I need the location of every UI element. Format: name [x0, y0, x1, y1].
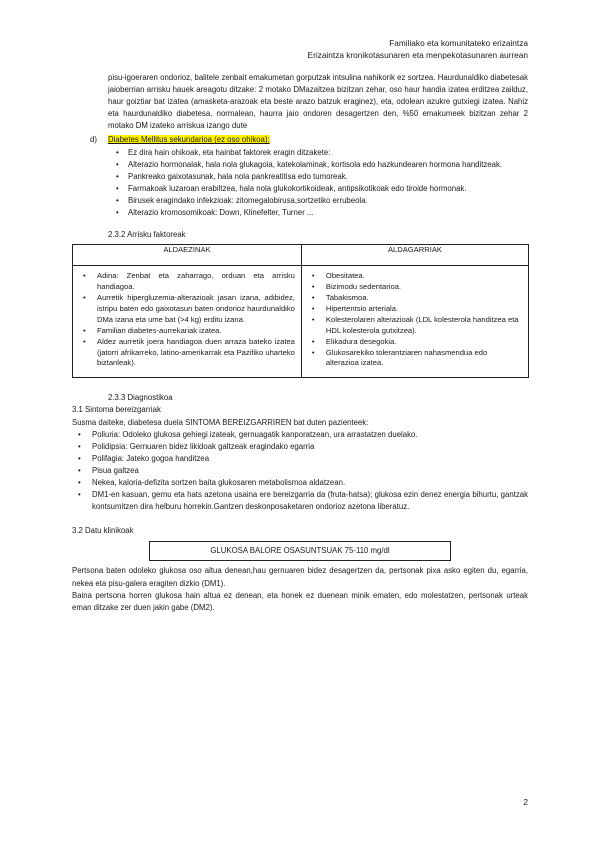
- list-item: • Poliuria: Odoleko glukosa gehiegi izateak, gernuagatik kanporatzean, ura arrastatzen duelako.: [92, 429, 528, 441]
- list-item: • Polifagia: Jateko gogoa handitzea: [92, 453, 528, 465]
- table-cell-aldaezinak: [73, 266, 302, 378]
- list-item: • Farmakoak luzaroan erabiltzea, hala nola glukokortikoideak, antipsikotikoak edo tiroide hormonak.: [128, 183, 528, 195]
- table-header-aldagarriak: ALDAGARRIAK: [301, 245, 528, 266]
- subsection-d-heading: [72, 134, 528, 146]
- subsection-31-title: 3.1 Sintoma bereizgarriak: [72, 405, 161, 415]
- aldagarriak-list: [308, 271, 522, 369]
- list-item: • Adina: Zenbat eta zaharrago, orduan eta arrisku handiagoa.: [97, 271, 295, 293]
- list-item: • Bizimodu sedentarioa.: [326, 282, 522, 293]
- list-item: • Glukosarekiko tolerantziaren nahasmendua edo alterazioa izatea.: [326, 348, 522, 370]
- list-item: • DM1-en kasuan, gernu eta hats azetona usaina ere bereizgarria da (fruta-hatsa); glukosa ezin denez energia bihurtu, gantzak kontsumitzen dira helburu horrekin.Gantzen deskonposaketaren ondorioz azetona liberatuz.: [92, 489, 528, 513]
- section-232-title: 2.3.2 Arrisku faktoreak: [108, 230, 186, 240]
- secondary-dm-list: [72, 147, 528, 220]
- list-item: • Polidipsia: Gernuaren bidez likidoak galtzeak eragindako egarria: [92, 441, 528, 453]
- section-233-title: 2.3.3 Diagnostikoa: [108, 393, 173, 403]
- clinical-paragraph-2: Baina pertsona horren glukosa hain altua ez denean, eta honek ez duenean minik ematen, edo molestatzen, pertsonak urteak eman ditzake zer duen jakin gabe (DM2).: [72, 590, 528, 612]
- list-item: • Ez dira hain ohikoak, eta hainbat faktorek eragin ditzakete:: [128, 147, 528, 159]
- glucose-values-box: GLUKOSA BALORE OSASUNTSUAK 75-110 mg/dl: [149, 541, 451, 561]
- risk-factors-table: [72, 244, 529, 378]
- subsection-d-title: Diabetes Mellitus sekundarioa (ez oso ohikoa):: [108, 135, 270, 145]
- list-item: • Aurretik hipergluzemia-alterazioak jasan izana, adibidez, istripu baten edo gaixotasun baten ondorioz haurdunaldiko DMa izana eta ume bat (>4 kg) erditu izana.: [97, 293, 295, 326]
- table-cell-aldagarriak: [301, 266, 528, 378]
- symptoms-list: [72, 429, 528, 514]
- list-item: • Tabakismoa.: [326, 293, 522, 304]
- table-header-aldaezinak: ALDAEZINAK: [73, 245, 302, 266]
- list-item: • Birusek eragindako infekzioak: zitomegalobirusa,sortzetiko errubeola.: [128, 195, 528, 207]
- list-item: • Pankreako gaixotasunak, hala nola pankreatitisa edo tumoreak.: [128, 171, 528, 183]
- subsection-32-title: 3.2 Datu klinikoak: [72, 526, 134, 536]
- list-item: • Elikadura desegokia.: [326, 337, 522, 348]
- aldaezinak-list: [79, 271, 295, 369]
- list-item: • Alterazio hormonalak, hala nola glukagoia, katekolaminak, kortisola edo hazkundearen hormona handitzeak.: [128, 159, 528, 171]
- page-body: [72, 72, 528, 614]
- list-item: • Nekea, kaloria-defizita sortzen baita glukosaren metabolismoa aldatzean.: [92, 477, 528, 489]
- header-line-2: Erizaintza kronikotasunaren eta menpekotasunaren aurrean: [307, 49, 528, 60]
- header-line-1: Familiako eta komunitateko erizaintza: [389, 38, 528, 48]
- list-item: • Alterazio kromosomikoak: Down, Klinefelter, Turner ...: [128, 207, 528, 219]
- subsection-d-label: d): [90, 135, 97, 145]
- clinical-paragraph-1: Pertsona baten odoleko glukosa oso altua denean,hau gernuaren bidez desagertzen da, pertsonak pixa asko egiten du, egarria, nekea eta pisu-galera eragiten dizkio (DM1).: [72, 566, 528, 588]
- list-item: • Kolesterolaren alterazioak (LDL kolesterola handitzea eta HDL kolesterola gutxitzea).: [326, 315, 522, 337]
- list-item: • Obesitatea.: [326, 271, 522, 282]
- page-header: [308, 38, 528, 61]
- list-item: • Pisua galtzea: [92, 465, 528, 477]
- list-item: • Hipertentsio arteriala.: [326, 304, 522, 315]
- list-item: • Familian diabetes-aurrekariak izatea.: [97, 326, 295, 337]
- intro-paragraph: pisu-igoeraren ondorioz, balitele zenbait emakumetan gorputzak intsulina nahikorik ez sortzea. Haurdunaldiko diabetesak jaioberrian arrisku hauek areagotu ditzake: 2 motako DMazaltzea bizitzan zehar, oso haur handia izatea erditzea zailduz, haur goiztiar bat izatea (amasketa-arazoak eta beste arazo batzuk eraginez), eta, odolean azukre gutxiegi izatea. Nahiz eta haurdunaldiko diabetesa, normalean, haurra jaio ondoren desagertzen den, %50 emakumeek bizitzan zehar 2 motako DM izateko arriskua izango dute: [108, 73, 528, 131]
- list-item: • Aldez aurretik joera handiagoa duen arraza bateko izatea (jatorri afrikarreko, latino-amerikarrak eta Pazifiko uharteko biztanleak).: [97, 337, 295, 370]
- subsection-31-intro: Susma daiteke, diabetesa duela SINTOMA BEREIZGARRIREN bat duten pazienteek:: [72, 417, 369, 427]
- page-number: 2: [523, 797, 528, 807]
